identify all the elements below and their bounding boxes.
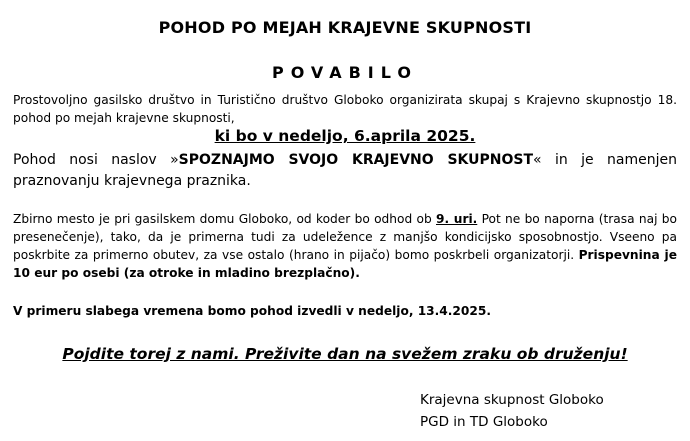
- theme-prefix: Pohod nosi naslov »: [13, 152, 179, 168]
- invitation-heading: POVABILO: [272, 63, 418, 82]
- signature-line-2: PGD in TD Globoko: [420, 414, 548, 430]
- slogan: Pojdite torej z nami. Preživite dan na svežem zraku ob druženju!: [62, 345, 628, 363]
- details-paragraph: [13, 210, 677, 282]
- signature-line-1: Krajevna skupnost Globoko: [420, 392, 604, 408]
- theme-name: SPOZNAJMO SVOJO KRAJEVNO SKUPNOST: [178, 152, 534, 168]
- fee-text: Prispevnina je 10 eur po osebi (za otroke in mladino brezplačno).: [13, 248, 677, 280]
- document-title: POHOD PO MEJAH KRAJEVNE SKUPNOSTI: [158, 18, 532, 37]
- details-part2: Pot ne bo naporna (trasa naj bo presenečenje), tako, da je primerna tudi za udeležence z manjšo kondicijsko sposobnostjo. Vseeno pa poskrbite za primerno obutev, za vse ostalo (hrano in pijačo) bomo poskrbeli organizatorji.: [13, 212, 677, 262]
- details-part1: Zbirno mesto je pri gasilskem domu Globoko, od koder bo odhod ob: [13, 212, 436, 226]
- event-date: ki bo v nedeljo, 6.aprila 2025.: [214, 127, 476, 145]
- intro-paragraph: Prostovoljno gasilsko društvo in Turistično društvo Globoko organizirata skupaj s Krajevno skupnostjo 18. pohod po mejah krajevne skupnosti,: [13, 93, 677, 125]
- bad-weather-note: V primeru slabega vremena bomo pohod izvedli v nedeljo, 13.4.2025.: [13, 304, 491, 318]
- theme-paragraph: [13, 150, 677, 192]
- departure-time: 9. uri.: [436, 212, 478, 226]
- theme-suffix: « in je namenjen praznovanju krajevnega praznika.: [13, 152, 677, 189]
